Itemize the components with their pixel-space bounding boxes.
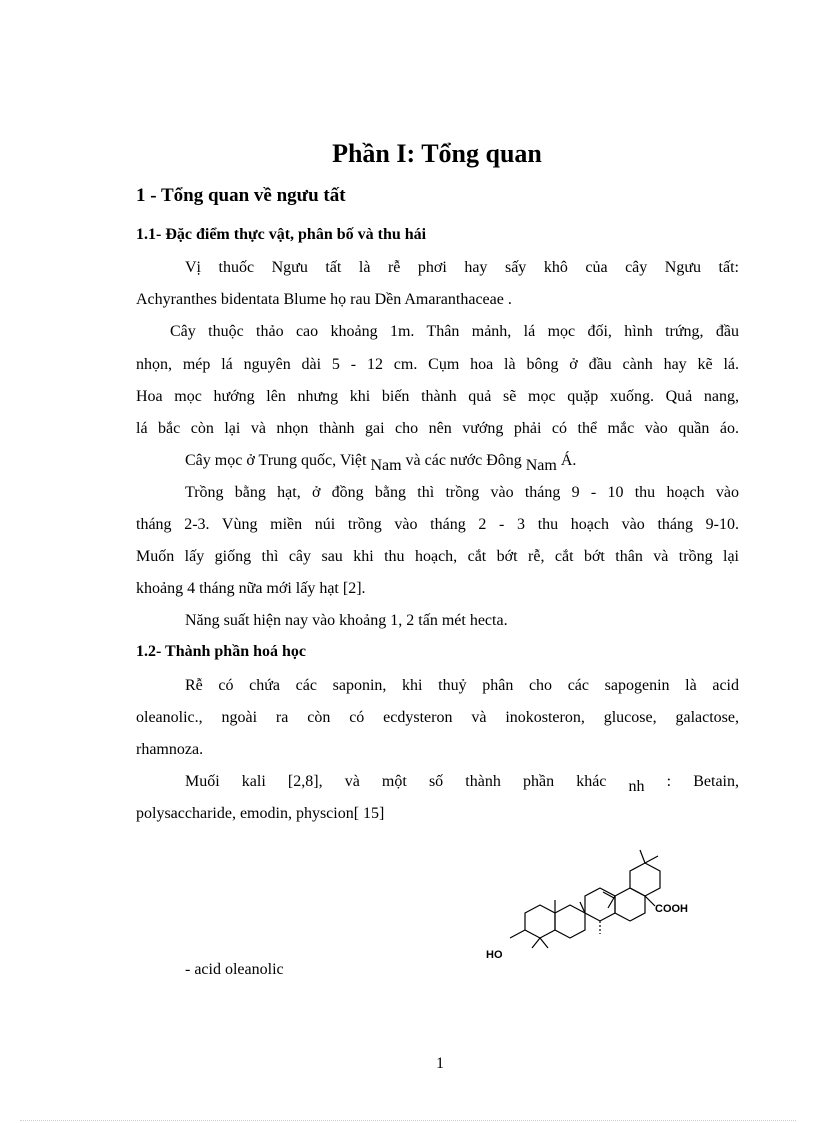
section-heading-1-2: 1.2- Thành phần hoá học [136, 643, 306, 660]
methyl [540, 938, 548, 948]
paragraph-line: rhamnoza. [136, 741, 204, 758]
paragraph-line: Cây thuộc thảo cao khoảng 1m. Thân mảnh, lá mọc đối, hình trứng, đầu [170, 323, 739, 340]
methyl [645, 856, 658, 863]
paragraph-line [136, 772, 739, 795]
text-run-subscript: nh [628, 778, 645, 795]
page-number: 1 [436, 1055, 444, 1072]
section-heading-1-1: 1.1- Đặc điểm thực vật, phân bố và thu hái [136, 226, 427, 243]
text-run: : Betain, [644, 773, 739, 790]
paragraph-line: tháng 2-3. Vùng miền núi trồng vào tháng 2 - 3 thu hoạch vào tháng 9-10. [136, 516, 739, 533]
paragraph-line: Muốn lấy giống thì cây sau khi thu hoạch, cắt bớt rễ, cắt bớt thân và trồng lại [136, 548, 739, 565]
paragraph-line: lá bắc còn lại và nhọn thành gai cho nên vướng phải có thể mắc vào quần áo. [136, 420, 739, 437]
methyl [640, 850, 645, 863]
text-run-subscript: Nam [370, 457, 402, 474]
paragraph-line: polysaccharide, emodin, physcion[ 15] [136, 805, 385, 822]
ring-a [525, 905, 555, 938]
text-run: và các nước Đông [401, 452, 526, 469]
paragraph-line: Vị thuốc Ngưu tất là rễ phơi hay sấy khô của cây Ngưu tất: [185, 259, 739, 276]
paragraph-line: Trồng bằng hạt, ở đồng bằng thì trồng vào tháng 9 - 10 thu hoạch vào [185, 484, 739, 501]
text-run-subscript: Nam [525, 457, 557, 474]
ring-b [555, 905, 585, 938]
ho-label: HO [486, 949, 503, 961]
text-run: Cây mọc ở Trung quốc, Việt [185, 452, 371, 469]
text-run: Á. [556, 452, 577, 469]
hydroxyl-bond [510, 930, 525, 938]
text-run: Muối kali [2,8], và một số thành phần khác [185, 773, 629, 790]
paragraph-line: khoảng 4 tháng nữa mới lấy hạt [2]. [136, 580, 366, 597]
paragraph-line: Năng suất hiện nay vào khoảng 1, 2 tấn mét hecta. [185, 612, 508, 629]
page-divider [20, 1120, 796, 1121]
paragraph-line: Achyranthes bidentata Blume họ rau Dền Amaranthaceae . [136, 291, 512, 308]
cooh-label: COOH [655, 903, 688, 915]
paragraph-line [136, 451, 739, 474]
figure-caption: - acid oleanolic [185, 961, 284, 978]
paragraph-line: oleanolic., ngoài ra còn có ecdysteron và inokosteron, glucose, galactose, [136, 709, 739, 726]
paragraph-line: Rễ có chứa các saponin, khi thuỷ phân cho các sapogenin là acid [185, 677, 739, 694]
oleanolic-acid-structure [480, 830, 705, 980]
methyl [608, 896, 615, 908]
paragraph-line: nhọn, mép lá nguyên dài 5 - 12 cm. Cụm hoa là bông ở đầu cành hay kẽ lá. [136, 356, 739, 373]
ring-e [630, 863, 660, 896]
carboxyl-bond [645, 896, 655, 906]
paragraph-line: Hoa mọc hướng lên nhưng khi biến thành quả sẽ mọc quặp xuống. Quả nang, [136, 388, 739, 405]
page-title: Phần I: Tổng quan [332, 139, 542, 168]
section-heading-1: 1 - Tổng quan về ngưu tất [136, 185, 346, 206]
methyl [532, 938, 540, 948]
